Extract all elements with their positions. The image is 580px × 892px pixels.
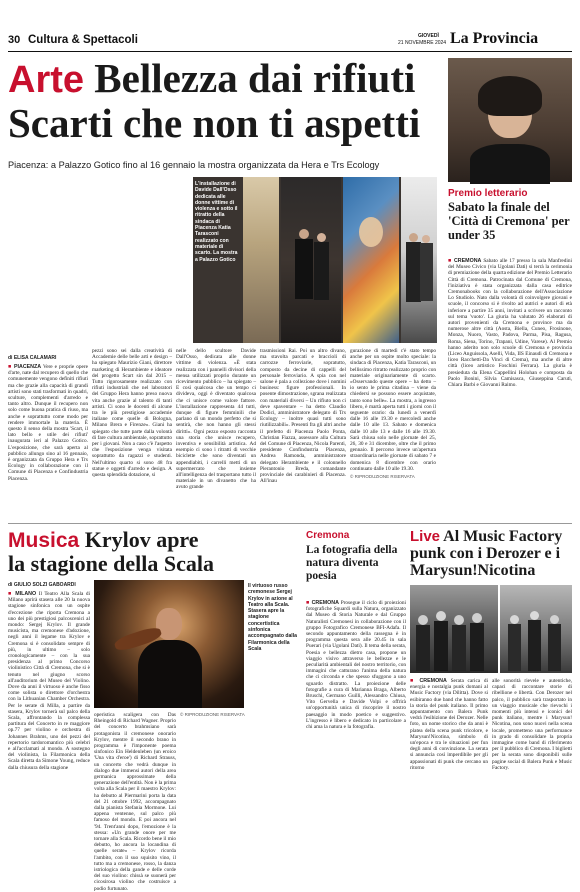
musica-signoff: © RIPRODUZIONE RISERVATA xyxy=(180,712,245,717)
main-col-2: pezzi sono sei dalla creatività di Accademie delle belle arti e design – ha spiegato Maurizio Giani, direttore marketing di Herambiente e ideatore del progetto Scart sin dal 2015 – Tutto rigorosamente realizzato con rifiuti industriali che nel laboratori del Gruppo Hera hanno preso nuova vita anche grazie al talento di tanti artisti. Ci sono le docenti di alcune tra le più prestigiose accademie italiane come quelle di Bologna, Milano Brera e Firenze». Giani ha spiegato che tutte parte dalla volontà di fare cultura ambientale, soprattutto per i giovani. Non a caso c'è l'aspetto che l'esposizione venga visitata soprattutto da ragazzi e studenti. Nell'ultimo quarto si sono 48 fra statue e oggetti d'arredo e design. A questa splendida dotazione, si xyxy=(92,348,172,479)
musica-col-1: ■ MILANO Il Teatro Alla Scala di Milano aprirà stasera alle 20 la nuova stagione sinfonica con un ospite d'eccezione che riporta Cremona a uno dei più prestigiosi palcoscenici al mondo: Sergej Krylov. Il grande musicista, ma cremonese d'adozione, negli anni il legame tra Krylov e Cremona si è consolidato sempre di più, in ultimo – solo cronologicamente – con la sua presidenza al primo Concorso violinistico Città di Cremona, che si è tenuto nel giugno scorso all'auditorium del Museo del Violino. Dove da anni il virtuoso è anche fisso come solista o direttore d'orchestra con la Lithuanian Chamber Orchestra. Per le serate di Milla, a partire da stasera, Krylov tornerà sul palco della Scala, affrontando la complessa partitura del Concerto in re maggiore op.77 per violino e orchestra di Johannes Brahms, uno dei pezzi del repertorio tardoromantico più celebri e all'acclamati al mondo. A sostegno del violinista, la Filarmonica della Scala diretta da Simone Young, reduce dalla chiusura della stagione xyxy=(8,591,91,771)
live-col-2: alle sonorità rievele e autentiche, capaci di raccontare storie di ribellione e libertà. Con Derozer nel palco, il pubblico sarà trasportato in un viaggio musicale che rievochi i momenti più intensi e iconici del punk italiano, mentre i Marysun! Nicotina, non sono nuovi nella scena locale, prometteno una performance in grado di consolidare la propria immagine come band di riferimento per il pubblico di Cremona. I biglietti per la serata sono disponibili sulle pagine social di Balera Punk e Music Factory. xyxy=(492,678,572,771)
musica-title-line2: la stagione della Scala xyxy=(8,551,214,576)
krylov-photo xyxy=(94,580,244,708)
musica-dateline: MILANO xyxy=(15,591,37,597)
main-signoff: © RIPRODUZIONE RISERVATA xyxy=(350,474,415,480)
header-rule xyxy=(8,51,572,52)
musica-title-line1: Krylov apre xyxy=(84,527,199,552)
main-col-3: nelle dello scultore Davide Dall'Osso, dedicata alle donne vittime di violenza. «È stata realizzata con i pannelli divisori della mensa utilizzati proprio durante un ricevimento pubblico – ha spiegato – E così qualcosa che un tempo ci divideva, oggi è diventato qualcosa che ci unisce come valore fattore. L'installazione rappresenta 44 tutti, dunque di figure femminili che parlano di un mondo perfetto che si sentirà, che non hanno gli stessi diritti». Ogni pezzo esposto racconta una storia che unisce recupero, inventiva e sensibilità artistica. Ad esempio ci sono i ritratti di vecchie biciclette che sono diventati un appendiabiti, i carrelli metti di un supermercato che insieme all'intelligenza del trasportano tutto il materiale in un divanetto che ha avuto grande xyxy=(176,348,256,491)
section-title: Cultura & Spettacoli xyxy=(28,34,138,46)
musica-kicker: Musica xyxy=(8,529,80,552)
krylov-caption: Il virtuoso russo cremonese Sergej Krylov in azione al Teatro alla Scala. Stasera apre la stagione concertistica sinfonica accompagnato dalla Filarmonica della Scala xyxy=(248,583,297,652)
main-subtitle: Piacenza: a Palazzo Gotico fino al 16 gennaio la mostra organizzata da Hera e Trs Ecology xyxy=(8,160,380,170)
main-col-1-text: Vere e proprie opere d'arte, nate dal recupero di quello che comunemente vengono definiti rifiuti ma che grazie alla capacità di grandi artisti sono stati trasformati in quadri, sculture, complementi d'arredo e tanto altro. Dunque il recupero non solo come buona pratica di riuso, ma anche e soprattutto come modo per rendere immortale la materia. È questo il senso della mostra 'Scart, il lato bello e utile dei rifiuti' inaugurata ieri al Palazzo Gotico. L'esposizione, che sarà aperta al pubblico allungo sino al 16 gennaio, è organizzata da Gruppo Hera e Trs Ecology in collaborazione con il Comune di Piacenza e Confindustria Piacenza. xyxy=(8,364,88,482)
main-photo-caption: L'installazione di Davide Dall'Osso dedicata alle donne vittime di violenza e sotto il ritratto della sindaca di Piacenza Katia Tarasconi realizzato con materiale di scarto. La mostra a Palazzo Gotico xyxy=(195,181,238,263)
main-col-5 xyxy=(350,348,436,519)
mosaic-portrait-photo xyxy=(343,177,399,343)
premio-dateline: CREMONA xyxy=(453,258,482,264)
live-dateline: CREMONA xyxy=(419,678,447,684)
main-headline xyxy=(8,57,438,145)
premio-text: Sabato alle 17 presso la sala Manfredini del Museo Civico (via Ugolani Dati) si terrà la cerimonia di premiazione della quarta edizione del Premio Letterario Città di Cremona. Patrocinata dal Comune di Cremona, l'iniziativa è stata organizzata dalla casa editrice Cremonabooks con la collaborazione dell'Associazione Lo Studiolo. Nato dalla volontà di coinvolgere giovani e scuole, il concorso si è rivolto ad autrici e autori di età inferiore a partire 35 anni, invitati a scrivere un racconto sul tema 'vuoto'. La giuria ha valutato 26 elaborati di autori provenienti da Cremona e province ma da numerose altre città (Aosta, Biella, Cuneo, Frosinone, Monza, Nuoro, Vasto, Padova, Parma, Pisa, Ragusa, Roma, Siena, Torino, Trapani, Udine, Varese). Al Premio hanno aderito non solo scuole di Cremona e provincia (Liceo Anguissola, Aselli, Vida, IIS Einaudi di Cremona e liceo Racchetti-Da Vinci di Crema), ma anche di altre città (liceo artistico Foschini Ferrara). La giuria è presieduta da Elena Cappellini Holohan e composta da Paolo Bonini, Silvia Camisasca, Giuseppina Caruti, Chiara Barbi e Giovanni Raimo. xyxy=(448,258,572,389)
musica-headline xyxy=(8,528,308,576)
main-byline xyxy=(8,355,56,361)
author-portrait xyxy=(448,58,572,182)
live-col-1-text: Serata carica di energia e nostalgia punk domani al Music Factory (via Dilitta). Dove si esibiranno due band che hanno fatto la storia del punk italiano. Il primo appuntamento con Balera Punk vedrà l'esibizione dei Derozer. Nelle foto, un nome storico che da anni è platea della scena punk tricolore, e Marysun!Nicotina, simbolo di un'epoca e tra le situazioni per fun degli anni di convinzione. La serata si annuncia così imperdibile per gli appassionati di punk che cercano un ritorno xyxy=(410,678,488,771)
live-col-1: ■ CREMONA Serata carica di energia e nostalgia punk domani al Music Factory (via Dilitta). Dove si esibiranno due band che hanno fatto la storia del punk italiano. Il primo appuntamento con Balera Punk vedrà l'esibizione dei Derozer. Nelle foto, un nome storico che da anni è platea della scena punk tricolore, e Marysun!Nicotina, simbolo di un'epoca e tra le situazioni per fun degli anni di convinzione. La serata si annuncia così imperdibile per gli appassionati di punk che cercano un ritorno xyxy=(410,678,488,771)
live-headline xyxy=(410,528,574,579)
masthead: La Provincia xyxy=(450,30,539,47)
group-photo xyxy=(281,177,341,343)
cremona-title: La fotografia della natura diventa poesia xyxy=(306,544,398,582)
header-day: GIOVEDÌ xyxy=(418,33,439,39)
installation-photo xyxy=(243,177,279,343)
main-col-4: trasmissioni Rai. Poi un altro divano, ma stavolta parcati e braccioli di carrozze ferroviarie, sopratutto, composto da decine di cappelli del personale ferroviario. A spia con nel salone è pala a collezione dove i nomini business: figure professionali. In posente dimostrazione, sgrana realizzata con materiali diversi – Un rifiuto non ci deve spaventare – ha detto Claudio Dodici, amministratore delegato di Trs Ecology – inoltre quasi tutti sono riutilizzabili». Presenti fra gli altri anche il prefetto di Piacenza Paolo Ponta, Christian Fiazza, assessore alla Cultura del Comune di Piacenza, Nicola Parenti, presidente Confindustria Piacenza, Andrea Ramonda, amministratore delegato Herambiente e il colonnello Pierantonio Breda, comandante provinciale dei carabinieri di Piacenza. All'inau xyxy=(260,348,346,485)
musica-byline-author: GIULIO SOLZI GABOARDI xyxy=(13,582,76,588)
musica-byline-prefix: di xyxy=(8,582,13,588)
premio-kicker: Premio letterario xyxy=(448,188,528,199)
musica-col-3 xyxy=(180,712,300,836)
byline-author: ELISA CALAMARI xyxy=(13,355,57,361)
section-divider xyxy=(8,523,572,524)
byline-prefix: di xyxy=(8,355,13,361)
main-col-1 xyxy=(8,364,88,519)
musica-byline xyxy=(8,582,76,588)
musica-col-1-text: Il Teatro Alla Scala di Milano aprirà stasera alle 20 la nuova stagione sinfonica con un ospite d'eccezione che riporta Cremona a uno dei più prestigiosi palcoscenici al mondo: Sergej Krylov. Il grande musicista, ma cremonese d'adozione, negli anni il legame tra Krylov e Cremona si è consolidato sempre di più, in ultimo – solo cronologicamente – con la sua presidenza al primo Concorso violinistico Città di Cremona, che si è tenuto nel giugno scorso all'auditorium del Museo del Violino. Dove da anni il virtuoso è anche fisso come solista o direttore d'orchestra con la Lithuanian Chamber Orchestra. Per le serate di Milla, a partire da stasera, Krylov tornerà sul palco della Scala, affrontando la complessa partitura del Concerto in re maggiore op.77 per violino e orchestra di Johannes Brahms, uno dei pezzi del repertorio tardoromantico più celebri e all'acclamati al mondo. A sostegno del violinista, la Filarmonica della Scala diretta da Simone Young, reduce dalla chiusura della stagione xyxy=(8,591,91,771)
band-photo-derozer xyxy=(410,585,498,673)
premio-title: Sabato la finale del 'Città di Cremona' per under 35 xyxy=(448,200,570,242)
musica-col-2: operistica scaligera con Das Rheingold di Richard Wagner. Proprio del concerto brahmsiano sarà protagonista il cremonese onorario Krylov, mentre il secondo brano in programma è l'imponente poema sinfonico Ein Heldenleben (un eroico 'Una vita d'eroe') di Richard Strauss, un concerto che vedrà dunque in dialogo due immensi autori della area germanica approssimate della generazione dell'entità. Non è la prima volta alla Scala per il maestro Krylov: ha debutto al Piermarini porta la data del 21 ottobre 1992, accompagnato dalla pianista Stefania Mormone. Lui appena ventenne, sul palco più famoso del mondo. E poi ancora nel '94. Trent'anni dopo, l'emozione è la stessa: «Un grande onore per me tornare alla Scala. Ricordo bene il mio debutto, ho ancora la locandina di quelle serate» – Krylov ricorda l'ambito, con il suo squisito vino, il tutto ma a cremonese, rosso, la danza istriologica della gande e delle corde del suo violino: chissà se suonerà per cicosirosa violino che costruisce a podio furtunato. xyxy=(94,712,176,892)
band-photo-marysun xyxy=(500,585,572,673)
page-number: 30 xyxy=(8,34,21,46)
cremona-kicker: Cremona xyxy=(306,530,350,541)
main-title-line2: Scarti che non ti aspetti xyxy=(8,100,421,146)
guests-photo xyxy=(401,177,437,343)
main-col-5-text: gurazione di martedì c'è stato tempo anche per un ospite molto speciale: la sindaca di Piacenza, Katia Tarasconi, un bellissimo ritratto realizzato proprio con materiale originariamente di scarto. «Osservando queste opere – ha detto – io sento le prima citadina – viene da chiedersi se possono essere acquistate, tanto sono belle». La mostra, a ingresso libero, è martà aperta tutti i giorni con il seguente orario: da lunedì a venerdì dalle 16 alle 19.30 e mercoledì anche dalle 10 alle 13. Sabato e domenica dalle 10 alle 13 e dalle 16 alle 19.30. Sarà chiusa solo nelle giornate del 25, 26, 30 e 31 dicembre, oltre che il primo gennaio. Il percorso invece un'apertura straordinaria nelle giornate di sabato 7 e domenica 8 dicembre con orario continuato dalle 10 alle 19.30. xyxy=(350,348,436,472)
live-title: Al Music Factory punk con i Derozer e i Marysun!Nicotina xyxy=(410,528,563,579)
cremona-dateline: CREMONA xyxy=(311,600,339,606)
main-title-line1: Bellezza dai rifiuti xyxy=(94,55,416,101)
live-kicker: Live xyxy=(410,528,441,545)
header-date: 21 NOVEMBRE 2024 xyxy=(398,40,447,46)
main-kicker: Arte xyxy=(8,59,85,101)
cremona-body: ■ CREMONA Prosegue il ciclo di proiezioni fotografiche Squardi sulla Natura, organizzato dal Museo di Storia Naturale e dal Gruppo Naturalisti Cremonesi in collaborazione con il gruppo Fotografico Cremonese BFI-Adafa. Il secondo appuntamento della rassegna è in programma questa sera alle 20.45 in sala Puerari (via Ugolani Dati). Il tema della serata, Poesia e bellezza dietro casa, propone un viaggio visivo attraverso le bellezze e le peculiarità ambientali del nostro territorio, con immagini che catturano l'anima della natura che ci circonda e che spesso sfuggono a uno sguardo distratto. La proiezione delle fotografie a cura di Marianna Braga, Alberto Bruschi, Germano Guilli, Alessandro Chiusa, Vito Gervella e Davide Volpi e offrirà un'opportunità unica di riscoprire il nostro paesaggio in modo poetico e suggestivo. L'ingresso è libero e dedicato in particolare a chi ama la natura e la fotografia. xyxy=(306,600,406,731)
main-dateline: ■ PIACENZA xyxy=(8,364,42,370)
premio-body: ■ CREMONA Sabato alle 17 presso la sala Manfredini del Museo Civico (via Ugolani Dati) si terrà la cerimonia di premiazione della quarta edizione del Premio Letterario Città di Cremona. Patrocinata dal Comune di Cremona, l'iniziativa è stata organizzata dalla casa editrice Cremonabooks con la collaborazione dell'Associazione Lo Studiolo. Nato dalla volontà di coinvolgere giovani e scuole, il concorso si è rivolto ad autrici e autori di età inferiore a partire 35 anni, invitati a scrivere un racconto sul tema 'vuoto'. La giuria ha valutato 26 elaborati di autori provenienti da Cremona e province ma da numerose altre città (Aosta, Biella, Cuneo, Frosinone, Monza, Nuoro, Vasto, Padova, Parma, Pisa, Ragusa, Roma, Siena, Torino, Trapani, Udine, Varese). Al Premio hanno aderito non solo scuole di Cremona e provincia (Liceo Anguissola, Aselli, Vida, IIS Einaudi di Cremona e liceo Racchetti-Da Vinci di Crema), ma anche di altre città (liceo artistico Foschini Ferrara). La giuria è presieduta da Elena Cappellini Holohan e composta da Paolo Bonini, Silvia Camisasca, Giuseppina Caruti, Chiara Barbi e Giovanni Raimo. xyxy=(448,258,572,389)
cremona-text: Prosegue il ciclo di proiezioni fotografiche Squardi sulla Natura, organizzato dal Museo di Storia Naturale e dal Gruppo Naturalisti Cremonesi in collaborazione con il gruppo Fotografico Cremonese BFI-Adafa. Il secondo appuntamento della rassegna è in programma questa sera alle 20.45 in sala Puerari (via Ugolani Dati). Il tema della serata, Poesia e bellezza dietro casa, propone un viaggio visivo attraverso le bellezze e le peculiarità ambientali del nostro territorio, con immagini che catturano l'anima della natura che ci circonda e che spesso sfuggono a uno sguardo distratto. La proiezione delle fotografie a cura di Marianna Braga, Alberto Bruschi, Germano Guilli, Alessandro Chiusa, Vito Gervella e Davide Volpi e offrirà un'opportunità unica di riscoprire il nostro paesaggio in modo poetico e suggestivo. L'ingresso è libero e dedicato in particolare a chi ama la natura e la fotografia. xyxy=(306,600,406,731)
